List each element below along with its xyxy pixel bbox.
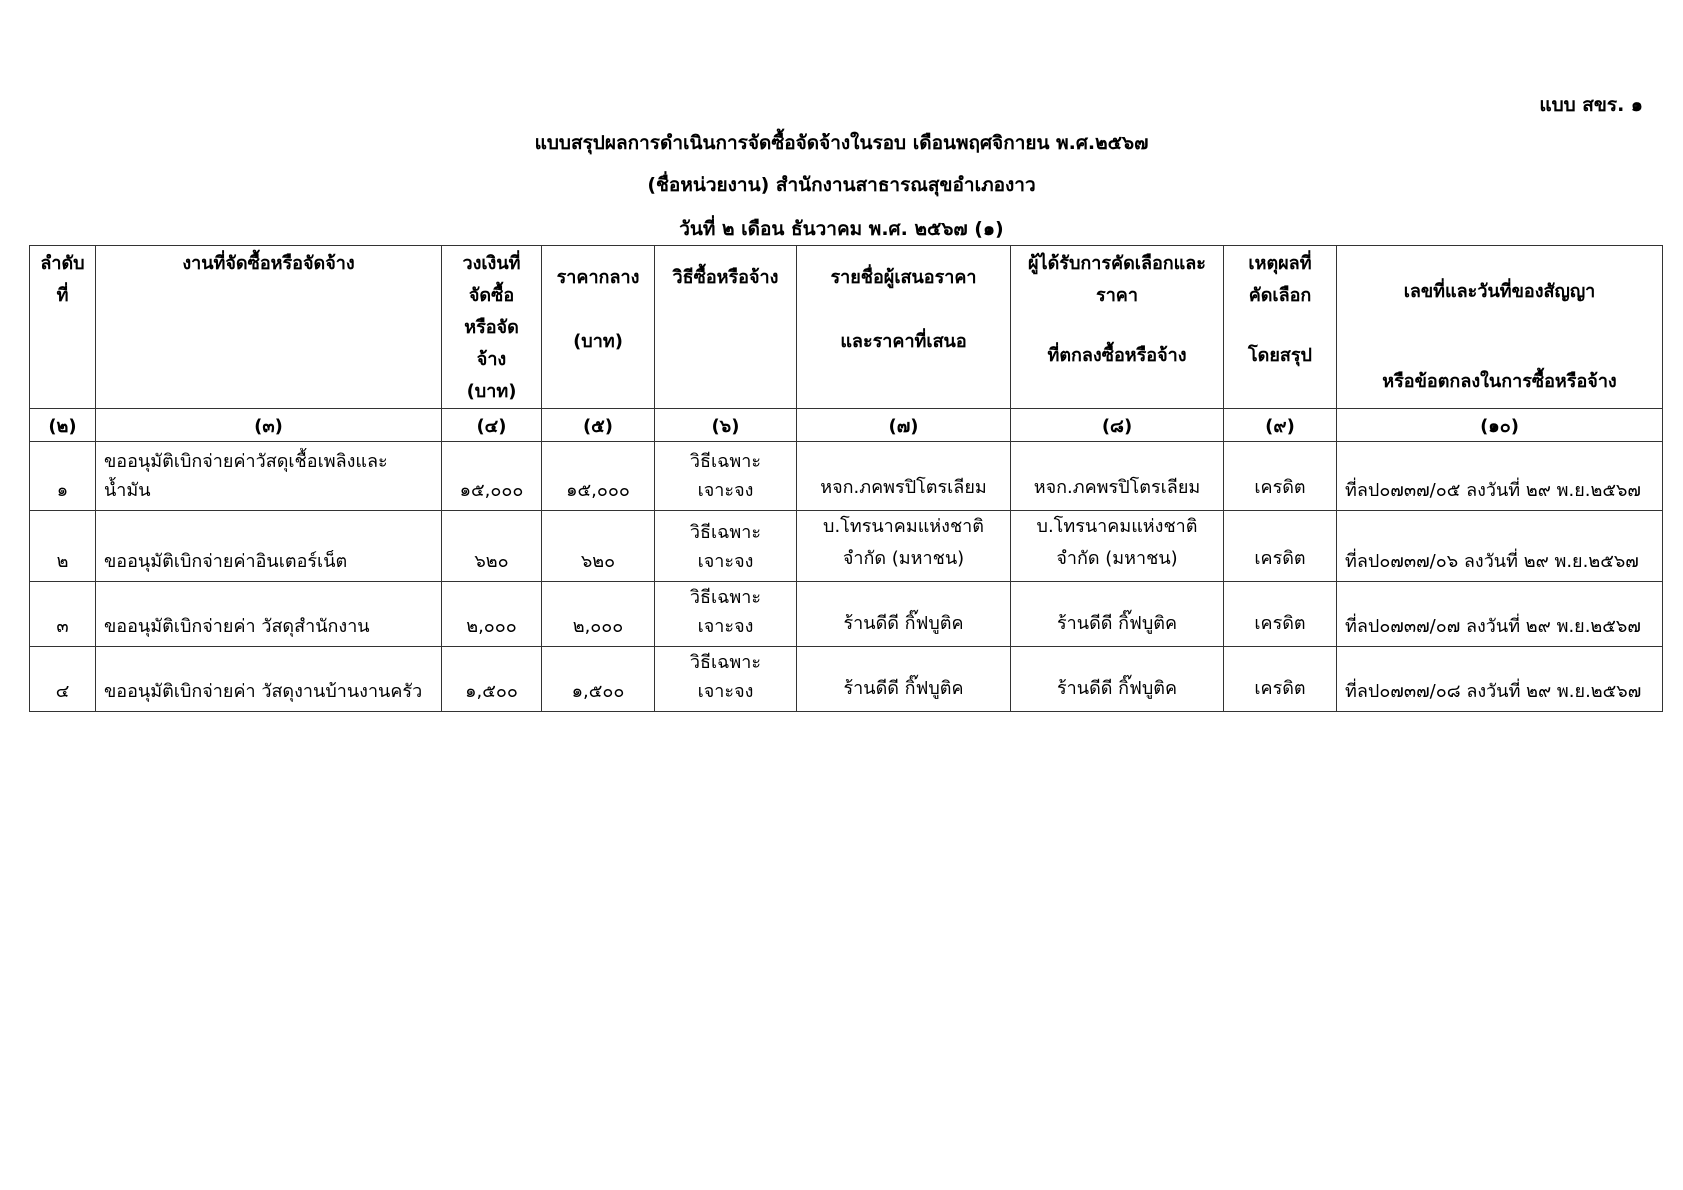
col-header-winner: ผู้ได้รับการคัดเลือกและ ราคา ที่ตกลงซื้อหรือจ้าง (1011, 246, 1224, 409)
col-number: (๘) (1011, 409, 1224, 442)
budget-cell: ๒,๐๐๐ (442, 582, 542, 647)
budget-cell: ๑๕,๐๐๐ (442, 442, 542, 511)
table-row (30, 511, 1663, 582)
col-number: (๕) (542, 409, 655, 442)
col-number: (๒) (30, 409, 96, 442)
table-row (30, 442, 1663, 511)
method-cell: วิธีเฉพาะเจาะจง (655, 511, 797, 582)
winner-cell: ร้านดีดี กิ๊ฟบูติค (1011, 582, 1224, 647)
col-header-method: วิธีซื้อหรือจ้าง (655, 246, 797, 409)
form-code: แบบ สขร. ๑ (1539, 94, 1643, 116)
contract-cell: ที่ลป๐๗๓๗/๐๘ ลงวันที่ ๒๙ พ.ย.๒๕๖๗ (1337, 647, 1663, 712)
col-header-reason: เหตุผลที่ คัดเลือก โดยสรุป (1224, 246, 1337, 409)
col-number: (๑๐) (1337, 409, 1663, 442)
reason-cell: เครดิต (1224, 582, 1337, 647)
winner-cell: ร้านดีดี กิ๊ฟบูติค (1011, 647, 1224, 712)
item-description: ขออนุมัติเบิกจ่ายค่าวัสดุเชื้อเพลิงและน้ำมัน (96, 442, 442, 511)
winner-cell: หจก.ภคพรปิโตรเลียม (1011, 442, 1224, 511)
median-price-cell: ๖๒๐ (542, 511, 655, 582)
contract-cell: ที่ลป๐๗๓๗/๐๖ ลงวันที่ ๒๙ พ.ย.๒๕๖๗ (1337, 511, 1663, 582)
bidder-cell: ร้านดีดี กิ๊ฟบูติค (797, 647, 1011, 712)
reason-cell: เครดิต (1224, 647, 1337, 712)
bidder-cell: หจก.ภคพรปิโตรเลียม (797, 442, 1011, 511)
median-price-cell: ๒,๐๐๐ (542, 582, 655, 647)
method-cell: วิธีเฉพาะเจาะจง (655, 647, 797, 712)
agency-name: (ชื่อหน่วยงาน) สำนักงานสาธารณสุขอำเภองาว (647, 174, 1036, 196)
item-description: ขออนุมัติเบิกจ่ายค่าอินเตอร์เน็ต (96, 511, 442, 582)
col-number: (๔) (442, 409, 542, 442)
row-number: ๓ (30, 582, 96, 647)
col-number: (๗) (797, 409, 1011, 442)
bidder-cell: ร้านดีดี กิ๊ฟบูติค (797, 582, 1011, 647)
row-number: ๑ (30, 442, 96, 511)
col-number: (๓) (96, 409, 442, 442)
col-number: (๙) (1224, 409, 1337, 442)
procurement-table (29, 245, 1663, 712)
budget-cell: ๑,๕๐๐ (442, 647, 542, 712)
budget-cell: ๖๒๐ (442, 511, 542, 582)
contract-cell: ที่ลป๐๗๓๗/๐๕ ลงวันที่ ๒๙ พ.ย.๒๕๖๗ (1337, 442, 1663, 511)
col-header-median-price: ราคากลาง (บาท) (542, 246, 655, 409)
reason-cell: เครดิต (1224, 511, 1337, 582)
winner-cell: บ.โทรนาคมแห่งชาติ จำกัด (มหาชน) (1011, 511, 1224, 582)
row-number: ๔ (30, 647, 96, 712)
contract-cell: ที่ลป๐๗๓๗/๐๗ ลงวันที่ ๒๙ พ.ย.๒๕๖๗ (1337, 582, 1663, 647)
col-header-item: งานที่จัดซื้อหรือจัดจ้าง (96, 246, 442, 409)
bidder-cell: บ.โทรนาคมแห่งชาติ จำกัด (มหาชน) (797, 511, 1011, 582)
document-title: แบบสรุปผลการดำเนินการจัดซื้อจัดจ้างในรอบ เดือนพฤศจิกายน พ.ศ.๒๕๖๗ (534, 132, 1149, 154)
item-description: ขออนุมัติเบิกจ่ายค่า วัสดุงานบ้านงานครัว (96, 647, 442, 712)
median-price-cell: ๑๕,๐๐๐ (542, 442, 655, 511)
reason-cell: เครดิต (1224, 442, 1337, 511)
table-row (30, 647, 1663, 712)
col-number: (๖) (655, 409, 797, 442)
col-header-budget: วงเงินที่ จัดซื้อ หรือจัด จ้าง (บาท) (442, 246, 542, 409)
method-cell: วิธีเฉพาะเจาะจง (655, 582, 797, 647)
col-header-contract: เลขที่และวันที่ของสัญญา หรือข้อตกลงในการซื้อหรือจ้าง (1337, 246, 1663, 409)
method-cell: วิธีเฉพาะเจาะจง (655, 442, 797, 511)
item-description: ขออนุมัติเบิกจ่ายค่า วัสดุสำนักงาน (96, 582, 442, 647)
table-row (30, 582, 1663, 647)
column-number-row (30, 409, 1663, 442)
header-row (30, 246, 1663, 409)
col-header-bidders: รายชื่อผู้เสนอราคา และราคาที่เสนอ (797, 246, 1011, 409)
report-date: วันที่ ๒ เดือน ธันวาคม พ.ศ. ๒๕๖๗ (๑) (679, 218, 1004, 240)
median-price-cell: ๑,๕๐๐ (542, 647, 655, 712)
col-header-no: ลำดับ ที่ (30, 246, 96, 409)
row-number: ๒ (30, 511, 96, 582)
